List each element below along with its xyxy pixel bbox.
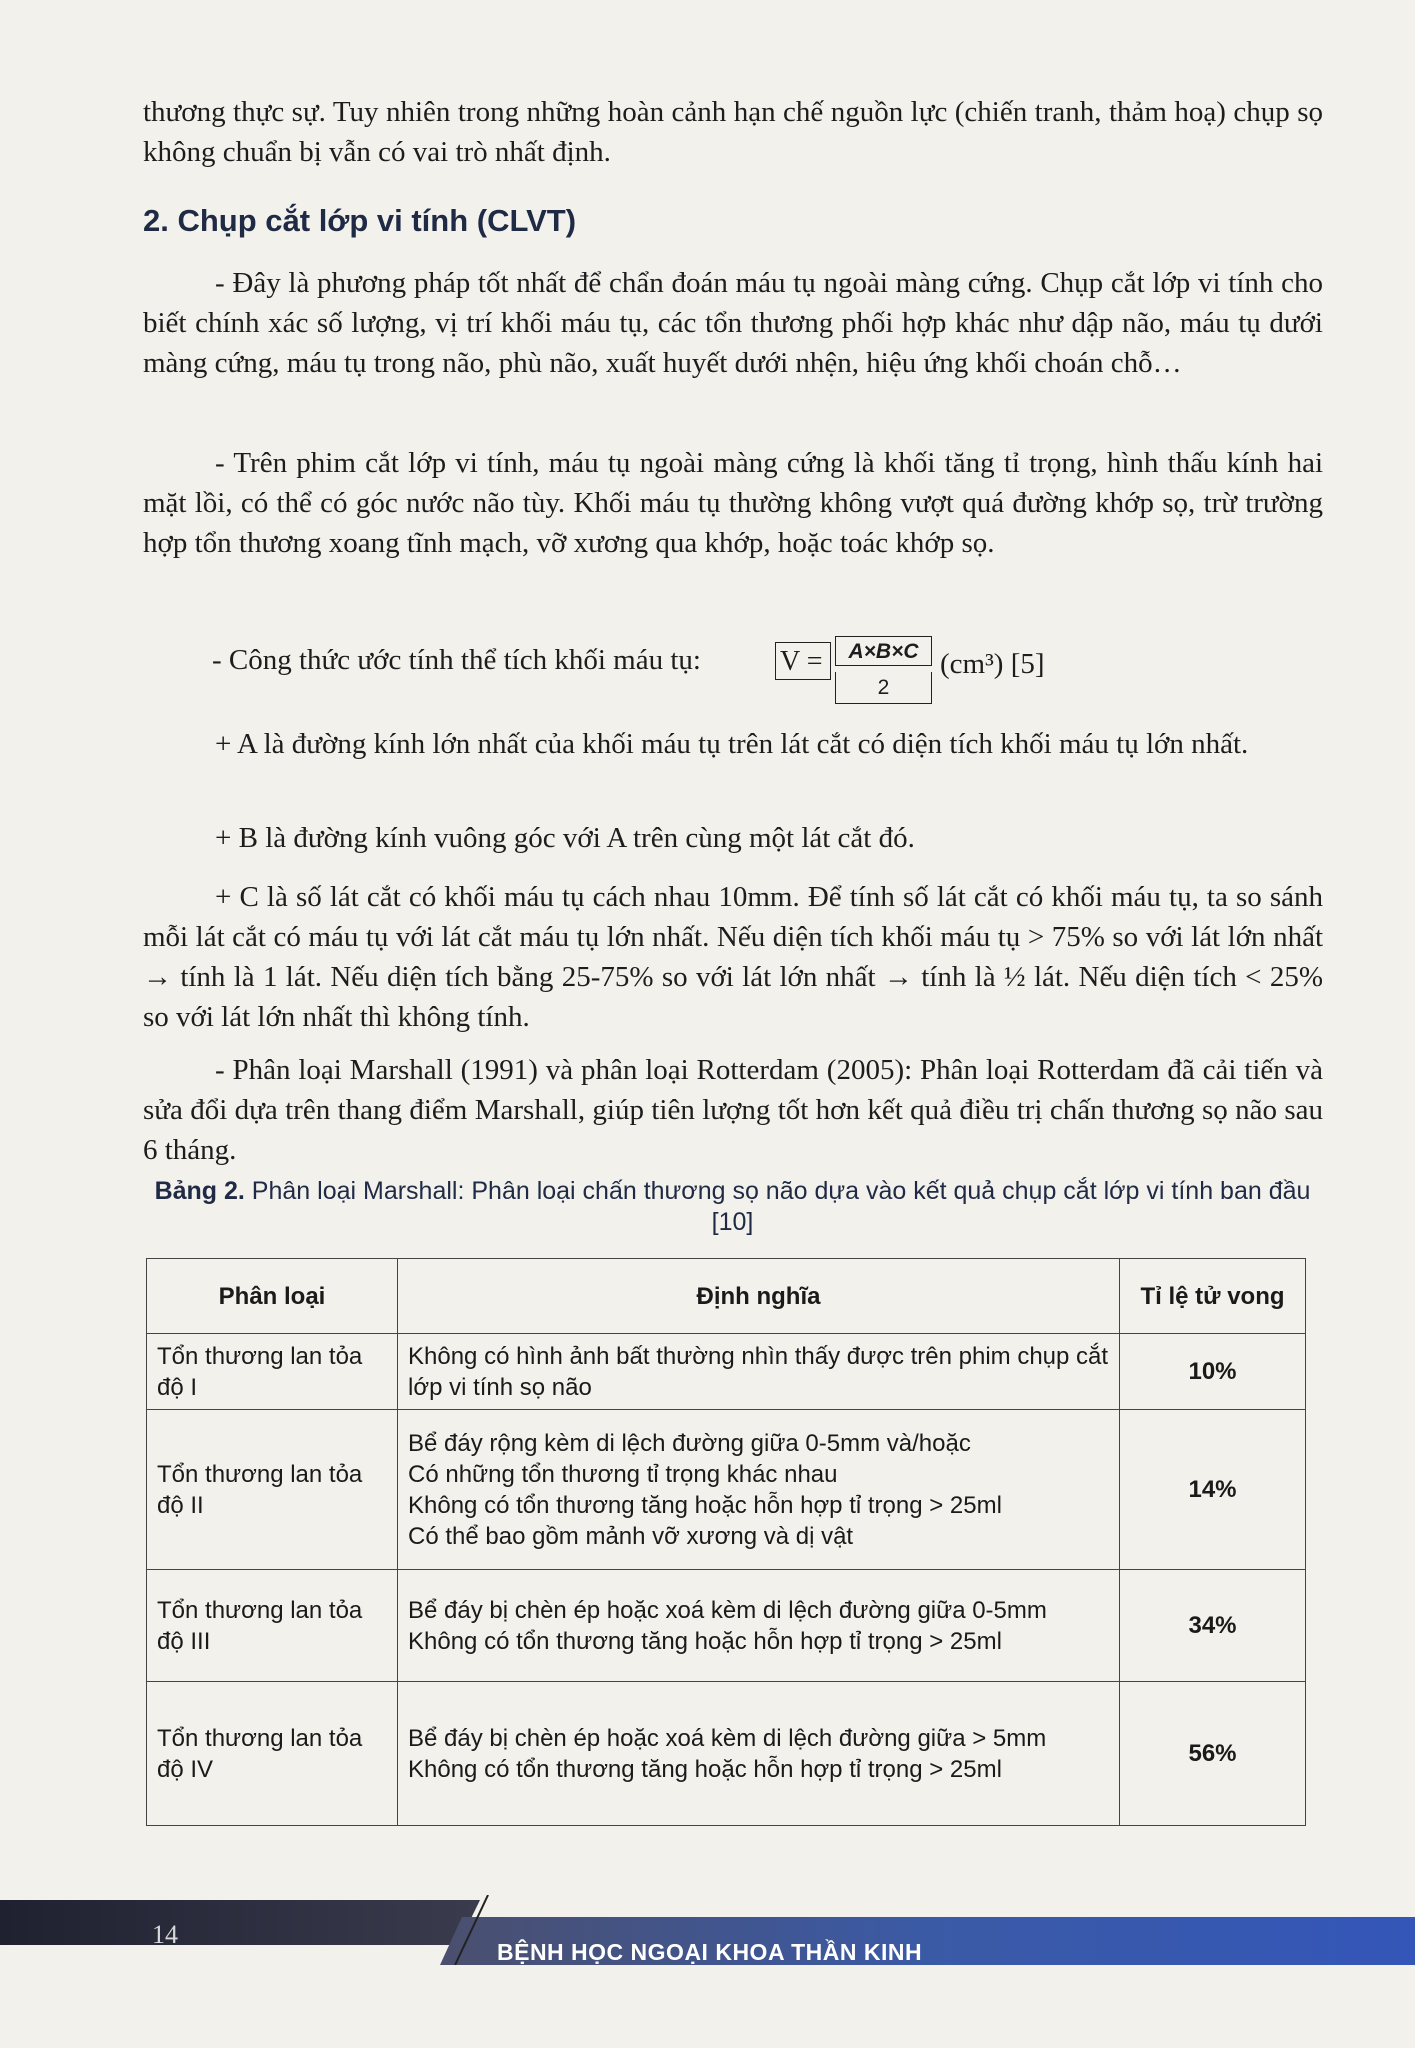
row-mortality: 14%: [1120, 1410, 1306, 1570]
table-row: [147, 1410, 1306, 1570]
definition-line: Có những tổn thương tỉ trọng khác nhau: [408, 1460, 838, 1488]
row-classification: Tổn thương lan tỏa độ II: [147, 1410, 398, 1570]
paragraph-b-definition: + B là đường kính vuông góc với A trên cùng một lát cắt đó.: [215, 822, 915, 854]
formula-label: - Công thức ước tính thể tích khối máu tụ:: [212, 644, 701, 676]
row-definition: [398, 1682, 1120, 1826]
definition-line: Bể đáy rộng kèm di lệch đường giữa 0-5mm và/hoặc: [408, 1429, 971, 1457]
header-classification: Phân loại: [147, 1259, 398, 1334]
formula-lhs: V =: [775, 642, 831, 680]
table-row: [147, 1682, 1306, 1826]
row-definition: [398, 1570, 1120, 1682]
table-row: [147, 1570, 1306, 1682]
table-header-row: [147, 1259, 1306, 1334]
table-caption-text: Phân loại Marshall: Phân loại chấn thương sọ não dựa vào kết quả chụp cắt lớp vi tính ban đầu [10]: [244, 1177, 1311, 1236]
definition-line: Bể đáy bị chèn ép hoặc xoá kèm di lệch đường giữa > 5mm: [408, 1724, 1047, 1752]
volume-formula: [775, 636, 932, 704]
definition-line: Không có tổn thương tăng hoặc hỗn hợp tỉ trọng > 25ml: [408, 1627, 1002, 1655]
row-mortality: 34%: [1120, 1570, 1306, 1682]
paragraph-classification: - Phân loại Marshall (1991) và phân loại Rotterdam (2005): Phân loại Rotterdam đã cải tiến và sửa đổi dựa trên thang điểm Marshall, giúp tiên lượng tốt hơn kết quả điều trị chấn thương sọ não sau 6 tháng.: [143, 1054, 1323, 1166]
header-definition: Định nghĩa: [398, 1259, 1120, 1334]
page-number: 14: [152, 1920, 178, 1949]
paragraph-a-definition: + A là đường kính lớn nhất của khối máu tụ trên lát cắt có diện tích khối máu tụ lớn nhất.: [215, 728, 1249, 760]
formula-denominator: 2: [835, 672, 932, 704]
book-title: BỆNH HỌC NGOẠI KHOA THẦN KINH: [497, 1939, 923, 1965]
table-row: [147, 1334, 1306, 1410]
paragraph-continued: thương thực sự. Tuy nhiên trong những hoàn cảnh hạn chế nguồn lực (chiến tranh, thảm hoạ) chụp sọ không chuẩn bị vẫn có vai trò nhất định.: [143, 96, 1323, 168]
row-definition: [398, 1334, 1120, 1410]
paragraph-ct-best-method: - Đây là phương pháp tốt nhất để chẩn đoán máu tụ ngoài màng cứng. Chụp cắt lớp vi tính cho biết chính xác số lượng, vị trí khối máu tụ, các tổn thương phối hợp khác như dập não, máu tụ dưới màng cứng, máu tụ trong não, phù não, xuất huyết dưới nhện, hiệu ứng khối choán chỗ…: [143, 267, 1323, 379]
row-classification: Tổn thương lan tỏa độ IV: [147, 1682, 398, 1826]
row-mortality: 56%: [1120, 1682, 1306, 1826]
definition-line: Không có tổn thương tăng hoặc hỗn hợp tỉ trọng > 25ml: [408, 1755, 1002, 1783]
paragraph-c-definition: + C là số lát cắt có khối máu tụ cách nhau 10mm. Để tính số lát cắt có khối máu tụ, ta so sánh mỗi lát cắt có máu tụ với lát cắt máu tụ lớn nhất. Nếu diện tích khối máu tụ > 75% so với lát lớn nhất → tính là 1 lát. Nếu diện tích bằng 25-75% so với lát lớn nhất → tính là ½ lát. Nếu diện tích < 25% so với lát lớn nhất thì không tính.: [143, 881, 1323, 1033]
row-mortality: 10%: [1120, 1334, 1306, 1410]
definition-line: Bể đáy bị chèn ép hoặc xoá kèm di lệch đường giữa 0-5mm: [408, 1596, 1047, 1624]
table-caption-label: Bảng 2.: [154, 1177, 245, 1205]
row-classification: Tổn thương lan tỏa độ I: [147, 1334, 398, 1410]
definition-line: Không có hình ảnh bất thường nhìn thấy được trên phim chụp cắt lớp vi tính sọ não: [408, 1342, 1109, 1401]
table-caption: [140, 1176, 1325, 1238]
definition-line: Không có tổn thương tăng hoặc hỗn hợp tỉ trọng > 25ml: [408, 1491, 1002, 1519]
header-mortality: Tỉ lệ tử vong: [1120, 1259, 1306, 1334]
formula-unit-ref: (cm³) [5]: [940, 648, 1045, 680]
row-classification: Tổn thương lan tỏa độ III: [147, 1570, 398, 1682]
formula-numerator: A×B×C: [835, 636, 932, 666]
section-heading: 2. Chụp cắt lớp vi tính (CLVT): [143, 203, 577, 238]
definition-line: Có thể bao gồm mảnh vỡ xương và dị vật: [408, 1522, 854, 1550]
row-definition: [398, 1410, 1120, 1570]
marshall-table: [146, 1258, 1306, 1826]
paragraph-ct-appearance: - Trên phim cắt lớp vi tính, máu tụ ngoài màng cứng là khối tăng tỉ trọng, hình thấu kính hai mặt lồi, có thể có góc nước não tùy. Khối máu tụ thường không vượt quá đường khớp sọ, trừ trường hợp tổn thương xoang tĩnh mạch, vỡ xương qua khớp, hoặc toác khớp sọ.: [143, 447, 1323, 559]
